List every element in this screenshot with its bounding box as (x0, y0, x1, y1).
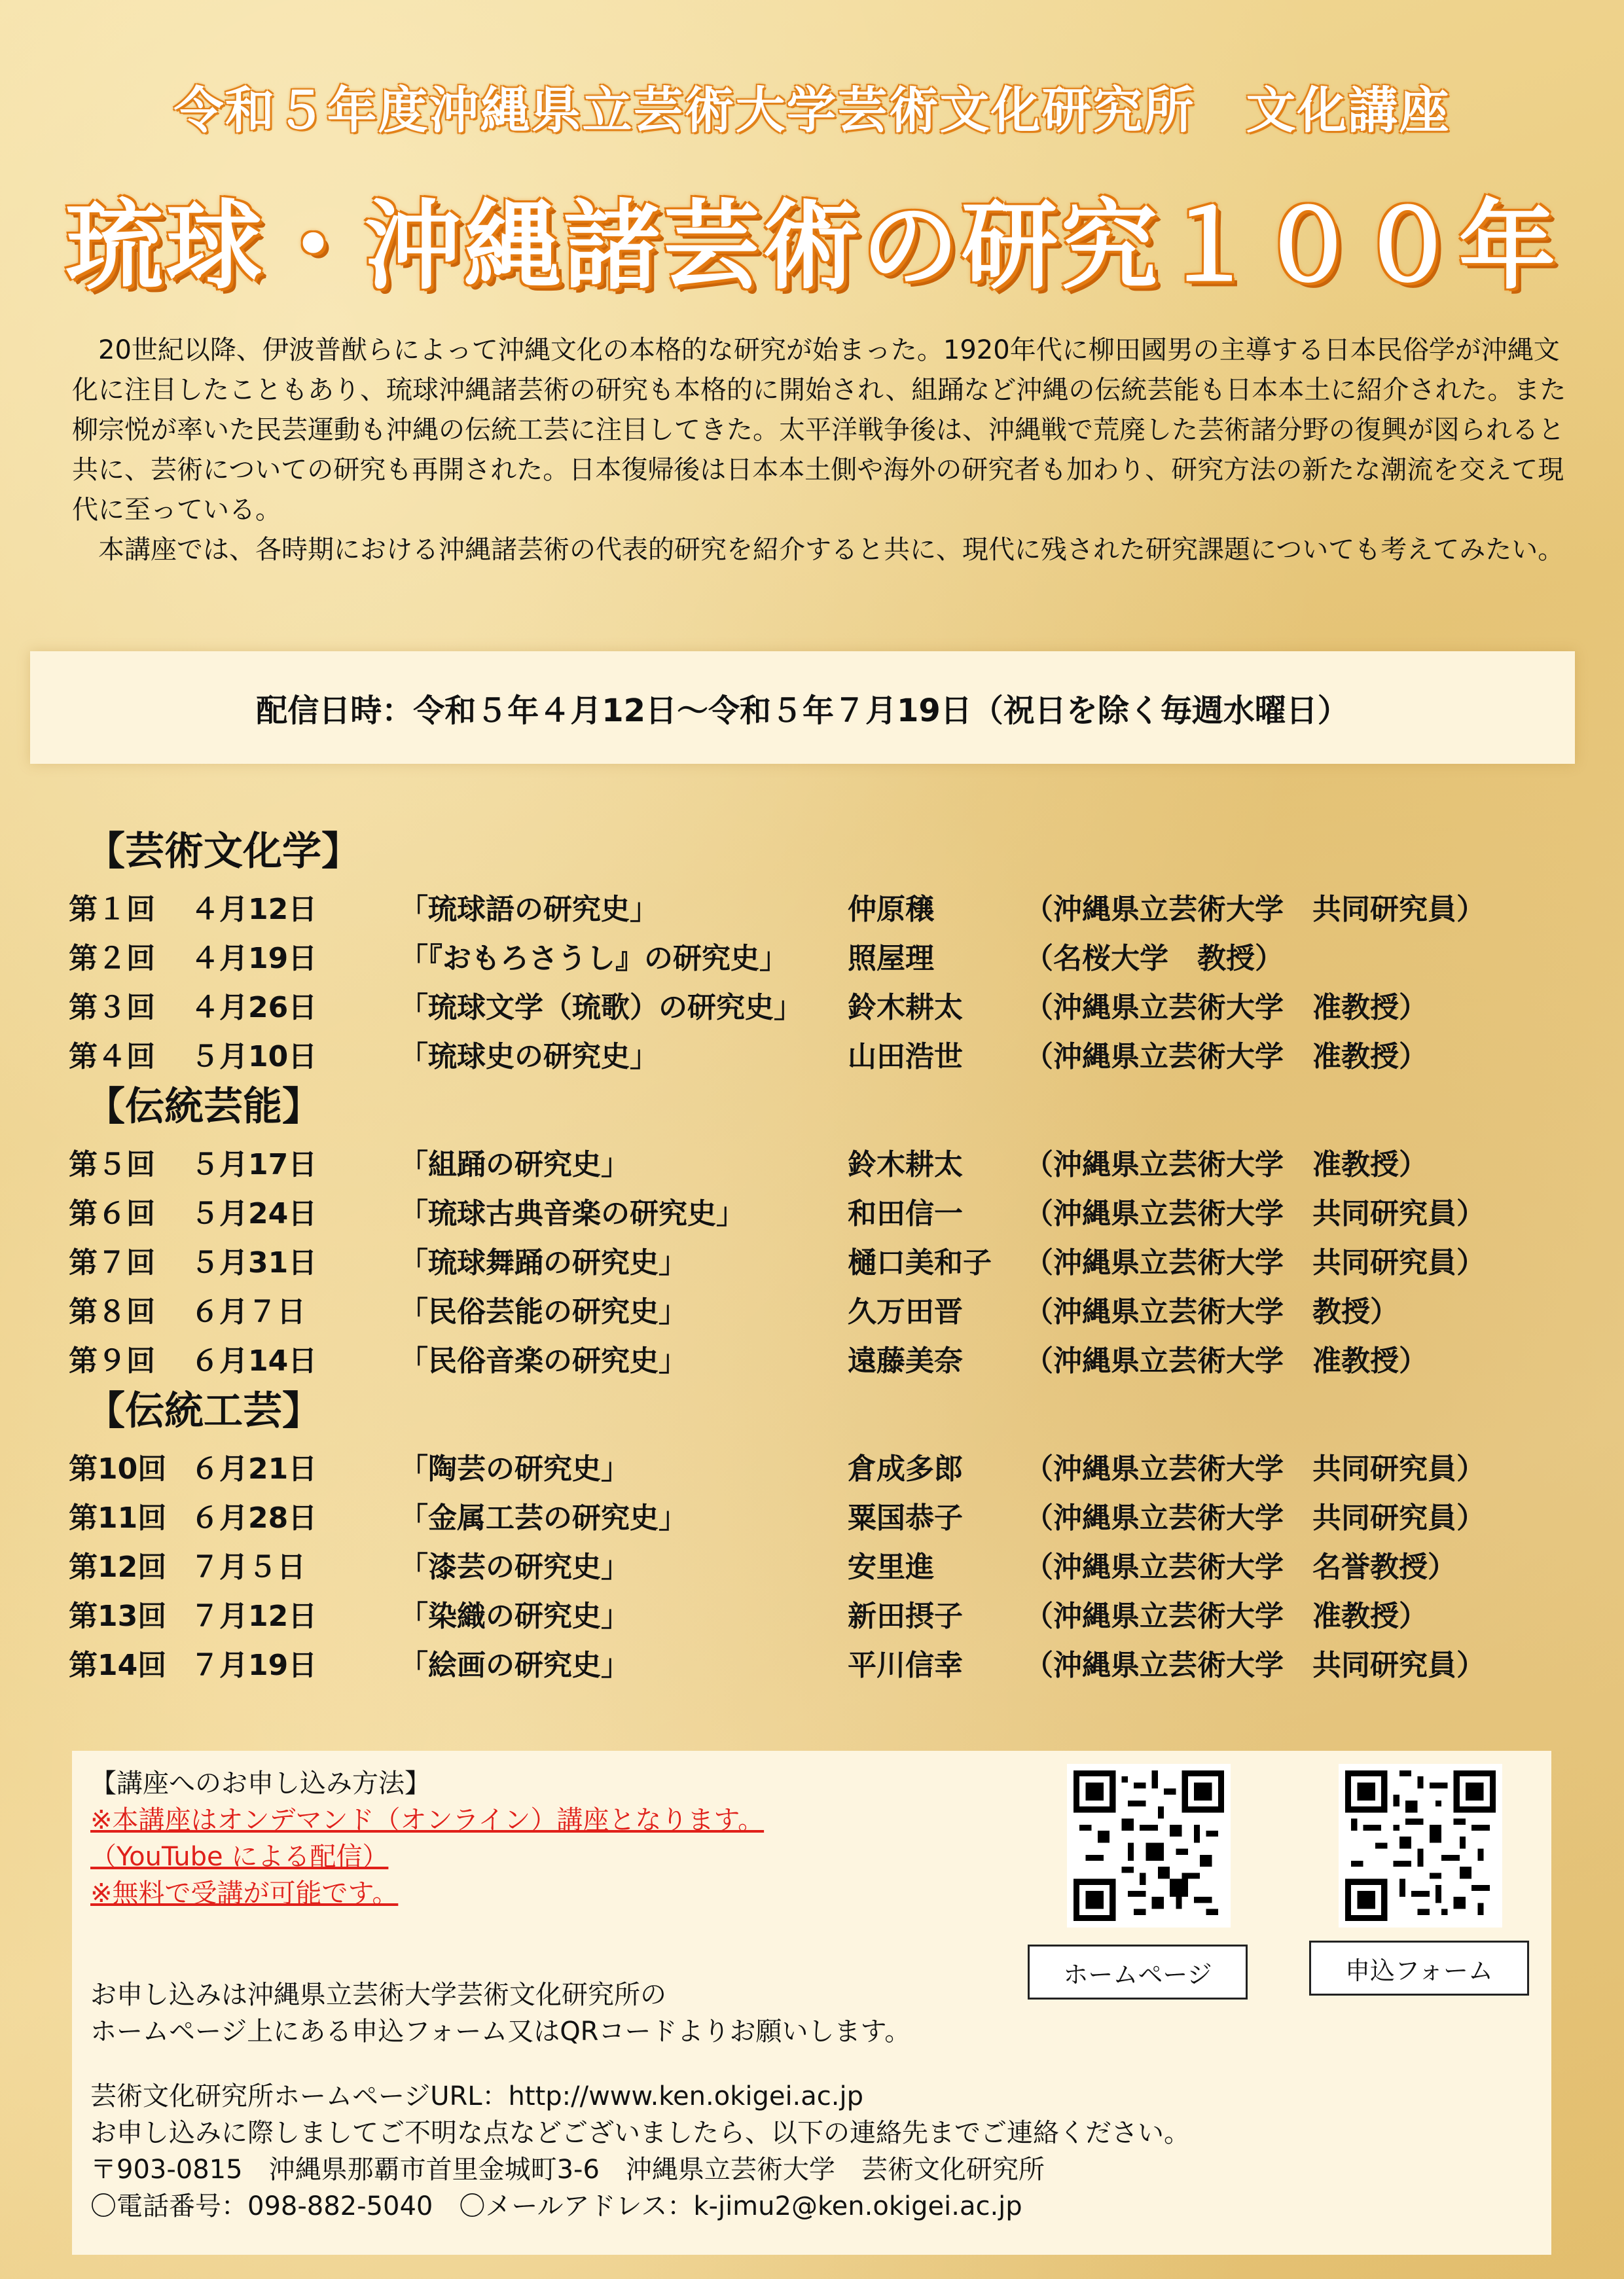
lecture-row (69, 983, 1574, 1032)
lecture-row (69, 1592, 1574, 1641)
lecture-title: 「『おもろさうし』の研究史」 (399, 942, 788, 975)
lecturer-affiliation: （沖縄県立芸術大学 准教授） (1024, 1344, 1428, 1378)
lecturer-name: 樋口美和子 (848, 1246, 992, 1280)
lecture-title: 「琉球舞踊の研究史」 (399, 1246, 687, 1280)
lecture-number: 第７回 (69, 1246, 155, 1280)
lecture-row (69, 1032, 1574, 1081)
lecture-title: 「染織の研究史」 (399, 1600, 630, 1633)
lecture-number: 第４回 (69, 1040, 155, 1073)
lecture-number: 第１回 (69, 893, 155, 926)
intro-paragraph-2: 本講座では、各時期における沖縄諸芸術の代表的研究を紹介すると共に、現代に残された研究課題についても考えてみたい。 (98, 535, 1564, 565)
lecture-row (69, 1641, 1574, 1690)
lecture-date: ６月14日 (190, 1344, 317, 1378)
lecture-title: 「琉球史の研究史」 (399, 1040, 659, 1073)
lecturer-affiliation: （沖縄県立芸術大学 名誉教授） (1024, 1551, 1456, 1584)
homepage-qr-code[interactable] (1067, 1764, 1231, 1928)
lecture-date: ６月21日 (190, 1452, 317, 1486)
program-list (69, 826, 1574, 1690)
lecture-row (69, 1140, 1574, 1189)
lecturer-name: 平川信幸 (848, 1649, 963, 1682)
lecture-row (69, 1543, 1574, 1592)
intro-text (72, 331, 1578, 570)
lecture-row (69, 934, 1574, 983)
lecturer-name: 鈴木耕太 (848, 1148, 963, 1181)
lecturer-name: 遠藤美奈 (848, 1344, 963, 1378)
lecture-date: ４月19日 (190, 942, 317, 975)
lecture-title: 「陶芸の研究史」 (399, 1452, 630, 1486)
lecturer-name: 安里進 (848, 1551, 934, 1584)
lecture-number: 第３回 (69, 991, 155, 1024)
phone-email: 〇電話番号：098-882-5040 〇メールアドレス：k-jimu2@ken.okigei.ac.jp (90, 2191, 1022, 2221)
lecture-date: ７月12日 (190, 1600, 317, 1633)
lecturer-name: 仲原穣 (848, 893, 934, 926)
lecturer-name: 鈴木耕太 (848, 991, 963, 1024)
lecture-title: 「組踊の研究史」 (399, 1148, 630, 1181)
lecture-number: 第14回 (69, 1649, 167, 1682)
section-heading: 【伝統工芸】 (86, 1388, 321, 1434)
online-notice: ※本講座はオンデマンド（オンライン）講座となります。 (90, 1805, 765, 1835)
lecture-title: 「民俗芸能の研究史」 (399, 1295, 687, 1329)
lecture-number: 第６回 (69, 1197, 155, 1230)
application-how-line-2: ホームページ上にある申込フォーム又はQRコードよりお願いします。 (90, 2017, 911, 2047)
lecture-row (69, 1494, 1574, 1543)
lecture-row (69, 1238, 1574, 1287)
lecturer-name: 山田浩世 (848, 1040, 963, 1073)
lecture-number: 第13回 (69, 1600, 167, 1633)
lecture-date: ７月５日 (190, 1551, 306, 1584)
contact-note: お申し込みに際しましてご不明な点などございましたら、以下の連絡先までご連絡ください。 (90, 2118, 1190, 2148)
lecture-number: 第２回 (69, 942, 155, 975)
lecturer-name: 照屋理 (848, 942, 934, 975)
lecture-date: ４月26日 (190, 991, 317, 1024)
lecture-title: 「琉球語の研究史」 (399, 893, 659, 926)
lecture-title: 「漆芸の研究史」 (399, 1551, 630, 1584)
lecturer-affiliation: （沖縄県立芸術大学 共同研究員） (1024, 1649, 1485, 1682)
lecturer-affiliation: （沖縄県立芸術大学 教授） (1024, 1295, 1399, 1329)
lecture-row (69, 885, 1574, 934)
lecturer-affiliation: （沖縄県立芸術大学 共同研究員） (1024, 893, 1485, 926)
lecturer-affiliation: （沖縄県立芸術大学 共同研究員） (1024, 1501, 1485, 1535)
event-subtitle: 令和５年度沖縄県立芸術大学芸術文化研究所 文化講座 (173, 81, 1451, 139)
section-heading: 【伝統芸能】 (86, 1084, 321, 1130)
lecturer-affiliation: （沖縄県立芸術大学 准教授） (1024, 1040, 1428, 1073)
lecturer-name: 倉成多郎 (848, 1452, 963, 1486)
lecture-row (69, 1445, 1574, 1494)
lecturer-affiliation: （沖縄県立芸術大学 共同研究員） (1024, 1197, 1485, 1230)
lecturer-name: 和田信一 (848, 1197, 963, 1230)
lecture-number: 第10回 (69, 1452, 167, 1486)
lecture-row (69, 1287, 1574, 1337)
free-notice: ※無料で受講が可能です。 (90, 1878, 399, 1909)
lecture-date: ５月24日 (190, 1197, 317, 1230)
lecture-number: 第９回 (69, 1344, 155, 1378)
application-heading: 【講座へのお申し込み方法】 (90, 1768, 431, 1799)
lecturer-affiliation: （沖縄県立芸術大学 准教授） (1024, 1148, 1428, 1181)
lecture-title: 「民俗音楽の研究史」 (399, 1344, 687, 1378)
lecturer-name: 新田摂子 (848, 1600, 963, 1633)
lecture-title: 「琉球古典音楽の研究史」 (399, 1197, 745, 1230)
lecture-number: 第８回 (69, 1295, 155, 1329)
homepage-label[interactable]: ホームページ (1028, 1945, 1248, 2000)
application-how-line-1: お申し込みは沖縄県立芸術大学芸術文化研究所の (90, 1980, 666, 2010)
lecturer-affiliation: （沖縄県立芸術大学 共同研究員） (1024, 1452, 1485, 1486)
section-heading: 【芸術文化学】 (86, 829, 361, 874)
application-notes (90, 1765, 764, 1912)
lecture-row (69, 1337, 1574, 1386)
lecture-title: 「琉球文学（琉歌）の研究史」 (399, 991, 803, 1024)
lecture-date: ５月31日 (190, 1246, 317, 1280)
form-qr-code[interactable] (1339, 1764, 1502, 1928)
youtube-notice: （YouTube による配信） (90, 1842, 389, 1872)
intro-paragraph-1: 20世紀以降、伊波普猷らによって沖縄文化の本格的な研究が始まった。1920年代に柳田國男の主導する日本民俗学が沖縄文化に注目したこともあり、琉球沖縄諸芸術の研究も本格的に開始され、組踊など沖縄の伝統芸能も日本本土に紹介された。また柳宗悦が率いた民芸運動も沖縄の伝統工芸に注目してきた。太平洋戦争後は、沖縄戦で荒廃した芸術諸分野の復興が図られると共に、芸術についての研究も再開された。日本復帰後は日本本土側や海外の研究者も加わり、研究方法の新たな潮流を交えて現代に至っている。 (72, 335, 1566, 525)
lecture-number: 第12回 (69, 1551, 167, 1584)
lecturer-affiliation: （沖縄県立芸術大学 共同研究員） (1024, 1246, 1485, 1280)
lecture-date: ４月12日 (190, 893, 317, 926)
lecturer-affiliation: （沖縄県立芸術大学 准教授） (1024, 1600, 1428, 1633)
lecturer-affiliation: （沖縄県立芸術大学 准教授） (1024, 991, 1428, 1024)
lecture-date: ５月10日 (190, 1040, 317, 1073)
form-label[interactable]: 申込フォーム (1309, 1941, 1529, 1996)
lecture-title: 「絵画の研究史」 (399, 1649, 630, 1682)
lecture-date: ６月７日 (190, 1295, 306, 1329)
page-title: 琉球・沖縄諸芸術の研究１００年 (65, 190, 1559, 302)
lecture-number: 第５回 (69, 1148, 155, 1181)
application-info-box (72, 1751, 1551, 2255)
address: 〒903-0815 沖縄県那覇市首里金城町3-6 沖縄県立芸術大学 芸術文化研究所 (90, 2155, 1045, 2185)
contact-info (90, 2078, 1190, 2225)
lecturer-name: 久万田晋 (848, 1295, 963, 1329)
schedule-box (30, 651, 1575, 764)
schedule-text: 配信日時：令和５年４月12日～令和５年７月19日（祝日を除く毎週水曜日） (256, 692, 1349, 729)
homepage-url[interactable]: 芸術文化研究所ホームページURL：http://www.ken.okigei.ac.jp (90, 2081, 863, 2111)
lecturer-affiliation: （名桜大学 教授） (1024, 942, 1284, 975)
lecture-number: 第11回 (69, 1501, 167, 1535)
lecture-date: ５月17日 (190, 1148, 317, 1181)
application-how (90, 1977, 911, 2050)
lecture-row (69, 1189, 1574, 1238)
lecture-date: ７月19日 (190, 1649, 317, 1682)
lecture-title: 「金属工芸の研究史」 (399, 1501, 687, 1535)
lecturer-name: 粟国恭子 (848, 1501, 963, 1535)
lecture-date: ６月28日 (190, 1501, 317, 1535)
